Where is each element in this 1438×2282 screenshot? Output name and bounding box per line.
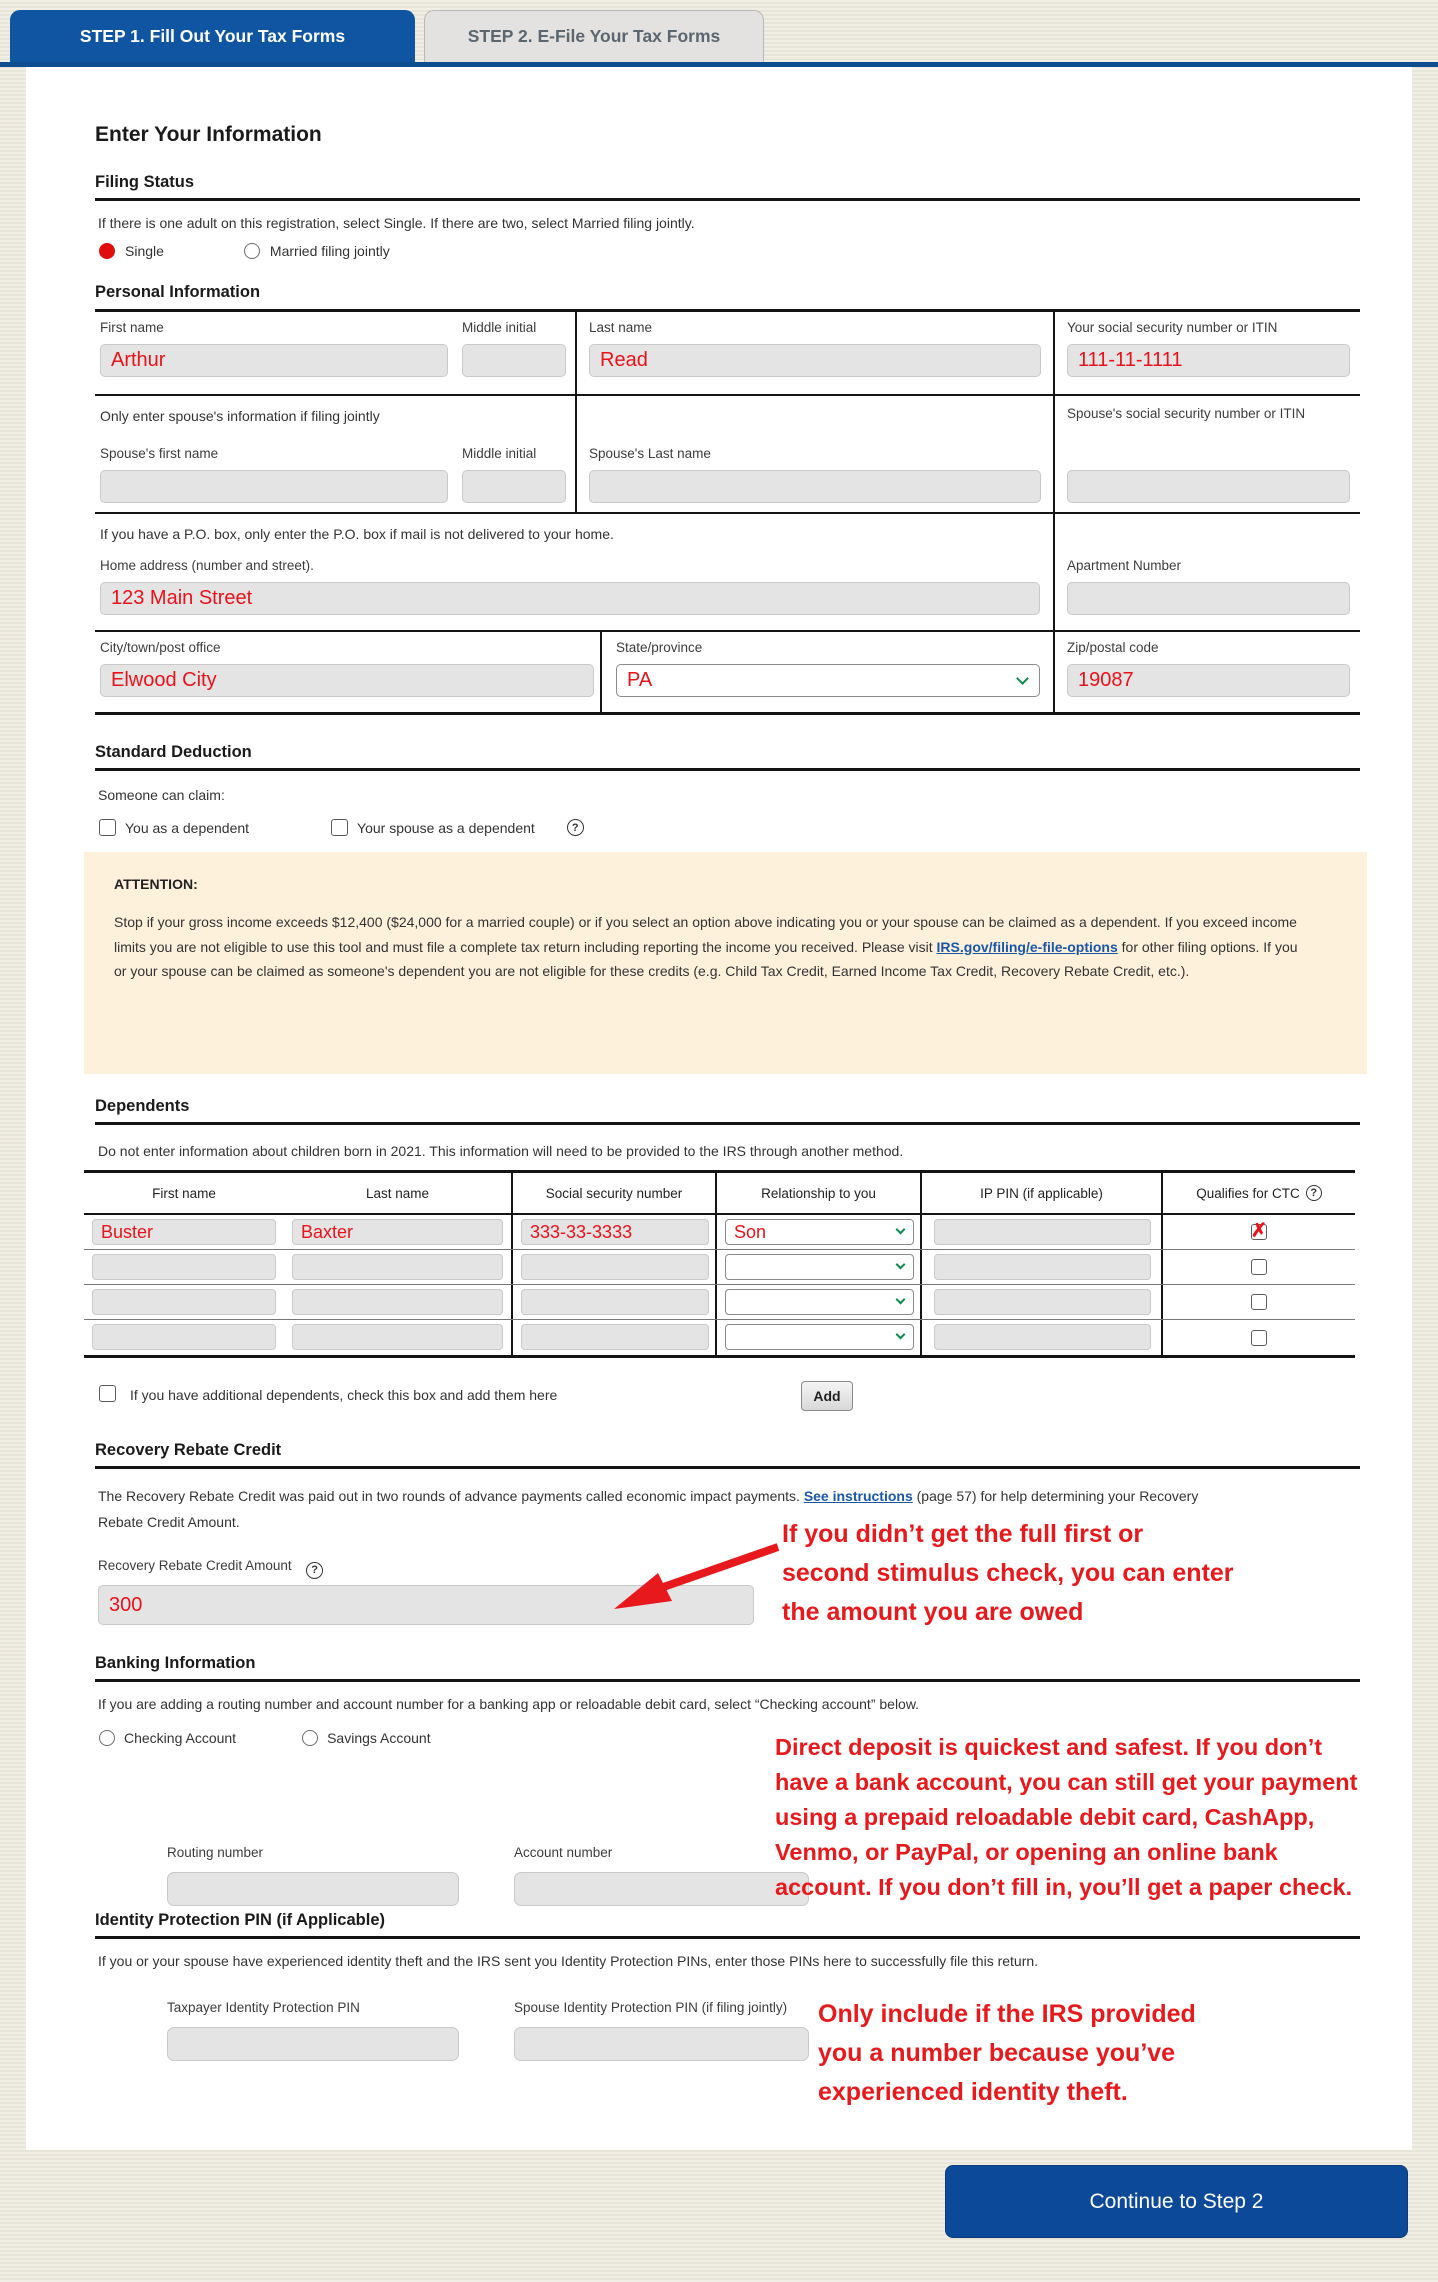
banking-instruction: If you are adding a routing number and account number for a banking app or reloadable debit card, select “Checking account” below.: [98, 1696, 920, 1712]
additional-dependents-row: [95, 1385, 1360, 1421]
spouse-middle-initial-input[interactable]: [462, 470, 566, 503]
ssn-input[interactable]: 111-11-1111: [1067, 344, 1350, 377]
home-address-input[interactable]: 123 Main Street: [100, 582, 1040, 615]
middle-initial-label: Middle initial: [462, 320, 537, 335]
dependents-heading: Dependents: [95, 1097, 190, 1115]
step-tabs: [10, 10, 764, 62]
dep2-relationship-select[interactable]: [725, 1254, 914, 1280]
filing-status-rule: [95, 198, 1360, 201]
rrc-desc-before: The Recovery Rebate Credit was paid out in two rounds of advance payments called economic impact payments.: [98, 1488, 804, 1504]
dep2-first-input[interactable]: [92, 1254, 276, 1280]
col-relationship: Relationship to you: [715, 1173, 920, 1213]
deduction-checkbox-row: [99, 819, 1364, 836]
radio-married-label: Married filing jointly: [269, 243, 390, 259]
attention-text-after: for other filing options. If you or your spouse can be claimed as someone's dependent you are not eligible for these credits (e.g. Child Tax Credit, Earned Income Tax Credit, Recovery Rebate Credit, etc.).: [114, 938, 1298, 979]
rrc-annotation: If you didn’t get the full first or second stimulus check, you can enter the amount you are owed: [782, 1520, 1234, 1626]
dep3-ctc-checkbox[interactable]: [1251, 1294, 1267, 1310]
chevron-down-icon: [896, 1330, 906, 1340]
see-instructions-link[interactable]: See instructions: [803, 1488, 913, 1504]
city-input[interactable]: Elwood City: [100, 664, 594, 697]
dependents-header-row: [84, 1173, 1355, 1215]
dep2-ctc-checkbox[interactable]: [1251, 1259, 1267, 1275]
ipp-instruction: If you or your spouse have experienced identity theft and the IRS sent you Identity Protection PINs, enter those PINs here to successfully file this return.: [98, 1953, 1039, 1969]
spouse-first-name-input[interactable]: [100, 470, 448, 503]
radio-single[interactable]: [99, 243, 115, 259]
radio-checking[interactable]: [99, 1730, 115, 1746]
dep2-last-input[interactable]: [292, 1254, 503, 1280]
taxpayer-ipp-input[interactable]: [167, 2027, 459, 2061]
spouse-ssn-input[interactable]: [1067, 470, 1350, 503]
rrc-help-icon[interactable]: ?: [306, 1562, 323, 1579]
zip-label: Zip/postal code: [1067, 640, 1159, 655]
middle-initial-input[interactable]: [462, 344, 566, 377]
chevron-down-icon: [896, 1225, 906, 1235]
last-name-input[interactable]: Read: [589, 344, 1041, 377]
ipp-rule: [95, 1936, 1360, 1939]
col-ctc: Qualifies for CTC ?: [1161, 1173, 1355, 1213]
dependents-table: [84, 1170, 1355, 1358]
rrc-desc-after: (page 57) for help determining your Recovery Rebate Credit Amount.: [98, 1488, 1199, 1530]
spouse-ssn-label: Spouse's social security number or ITIN: [1067, 406, 1306, 421]
dep2-ippin-input[interactable]: [934, 1254, 1151, 1280]
ssn-label: Your social security number or ITIN: [1067, 320, 1278, 335]
radio-checking-label: Checking Account: [124, 1730, 237, 1746]
state-select-value: PA: [627, 669, 653, 691]
dep3-last-input[interactable]: [292, 1289, 503, 1315]
dependents-rule: [95, 1122, 1360, 1125]
personal-row-spouse: [95, 394, 1360, 512]
home-address-label: Home address (number and street).: [100, 558, 314, 573]
dependent-row-3: [84, 1285, 1355, 1320]
spouse-first-name-label: Spouse's first name: [100, 446, 219, 461]
chevron-down-icon: [1016, 672, 1029, 685]
checkbox-you-dependent[interactable]: [99, 819, 116, 836]
additional-dependents-checkbox[interactable]: [99, 1385, 116, 1402]
attention-box: [84, 852, 1367, 1074]
state-select[interactable]: [616, 664, 1040, 697]
tab-step2[interactable]: STEP 2. E-File Your Tax Forms: [424, 10, 764, 62]
help-icon[interactable]: ?: [567, 819, 584, 836]
taxpayer-ipp-label: Taxpayer Identity Protection PIN: [167, 2000, 360, 2015]
routing-number-label: Routing number: [167, 1845, 264, 1860]
first-name-label: First name: [100, 320, 164, 335]
continue-to-step2-button[interactable]: Continue to Step 2: [945, 2165, 1408, 2238]
dep4-last-input[interactable]: [292, 1324, 503, 1350]
standard-deduction-heading: Standard Deduction: [95, 743, 252, 761]
dependent-row-1: [84, 1215, 1355, 1250]
zip-input[interactable]: 19087: [1067, 664, 1350, 697]
dep3-relationship-select[interactable]: [725, 1289, 914, 1315]
dep3-ssn-input[interactable]: [521, 1289, 709, 1315]
spouse-ipp-label: Spouse Identity Protection PIN (if filing jointly): [514, 2000, 788, 2015]
rrc-amount-input[interactable]: 300: [98, 1585, 754, 1625]
dep1-relationship-select[interactable]: Son: [725, 1219, 914, 1245]
filing-status-instruction: If there is one adult on this registration, select Single. If there are two, select Married filing jointly.: [98, 215, 695, 231]
dep3-first-input[interactable]: [92, 1289, 276, 1315]
attention-title: ATTENTION:: [114, 876, 198, 892]
apartment-input[interactable]: [1067, 582, 1350, 615]
last-name-label: Last name: [589, 320, 653, 335]
tab-separator-line: [0, 62, 1438, 67]
po-box-note: If you have a P.O. box, only enter the P.O. box if mail is not delivered to your home.: [100, 526, 614, 542]
dep4-ippin-input[interactable]: [934, 1324, 1151, 1350]
radio-savings[interactable]: [302, 1730, 318, 1746]
city-label: City/town/post office: [100, 640, 221, 655]
col-first-name: First name: [152, 1185, 216, 1201]
someone-can-claim-label: Someone can claim:: [98, 787, 225, 803]
chevron-down-icon: [896, 1260, 906, 1270]
dep1-ctc-check-mark: ✗: [1251, 1220, 1267, 1242]
dependents-note: Do not enter information about children born in 2021. This information will need to be provided to the IRS through another method.: [98, 1143, 904, 1159]
dep1-ippin-input[interactable]: [934, 1219, 1151, 1245]
account-number-input[interactable]: [514, 1872, 809, 1906]
rrc-rule: [95, 1466, 1360, 1469]
banking-rule: [95, 1679, 1360, 1682]
routing-number-input[interactable]: [167, 1872, 459, 1906]
spouse-last-name-label: Spouse's Last name: [589, 446, 711, 461]
filing-status-heading: Filing Status: [95, 173, 194, 191]
dep1-ssn-input[interactable]: 333-33-3333: [521, 1219, 709, 1245]
dep4-ctc-checkbox[interactable]: [1251, 1330, 1267, 1346]
dep4-relationship-select[interactable]: [725, 1324, 914, 1350]
spouse-note: Only enter spouse's information if filing jointly: [100, 408, 380, 424]
efile-options-link[interactable]: IRS.gov/filing/e-file-options: [936, 938, 1118, 955]
dep1-last-input[interactable]: Baxter: [292, 1219, 503, 1245]
filing-status-options: [99, 243, 1364, 259]
dep1-first-input[interactable]: Buster: [92, 1219, 276, 1245]
dep4-first-input[interactable]: [92, 1324, 276, 1350]
checkbox-you-dependent-label: You as a dependent: [125, 819, 250, 836]
col-ip-pin: IP PIN (if applicable): [920, 1173, 1161, 1213]
ipp-annotation: Only include if the IRS provided you a number because you’ve experienced identity theft.: [818, 2000, 1196, 2106]
rrc-heading: Recovery Rebate Credit: [95, 1441, 282, 1459]
dep3-ippin-input[interactable]: [934, 1289, 1151, 1315]
red-arrow-icon: [606, 1535, 786, 1619]
banking-heading: Banking Information: [95, 1654, 256, 1672]
spouse-last-name-input[interactable]: [589, 470, 1041, 503]
form-panel: [26, 67, 1412, 2150]
page-title: Enter Your Information: [95, 123, 322, 146]
col-last-name: Last name: [365, 1185, 430, 1201]
account-number-label: Account number: [514, 1845, 613, 1860]
state-label: State/province: [616, 640, 703, 655]
dependent-row-4: [84, 1320, 1355, 1355]
personal-row-self: [95, 312, 1360, 394]
checkbox-spouse-dependent[interactable]: [331, 819, 348, 836]
tab-step1[interactable]: STEP 1. Fill Out Your Tax Forms: [10, 10, 415, 62]
dep2-ssn-input[interactable]: [521, 1254, 709, 1280]
personal-info-table: [95, 309, 1360, 715]
rrc-amount-label: Recovery Rebate Credit Amount: [98, 1558, 292, 1573]
ipp-heading: Identity Protection PIN (if Applicable): [95, 1911, 385, 1929]
checkbox-spouse-dependent-label: Your spouse as a dependent: [357, 819, 535, 836]
ctc-help-icon[interactable]: ?: [1306, 1185, 1322, 1201]
personal-row-address: [95, 512, 1360, 630]
personal-info-heading: Personal Information: [95, 283, 261, 301]
add-dependent-button[interactable]: Add: [801, 1381, 853, 1411]
first-name-input[interactable]: Arthur: [100, 344, 448, 377]
radio-married[interactable]: [244, 243, 260, 259]
radio-single-label: Single: [125, 243, 164, 259]
chevron-down-icon: [896, 1295, 906, 1305]
attention-text-before: Stop if your gross income exceeds $12,400 ($24,000 for a married couple) or if you select an option above indicating you or your spouse can be claimed as a dependent. If you exceed income limits you are not eligible to use this tool and must file a complete tax return including reporting the income you received. Please visit: [114, 914, 1297, 955]
apartment-label: Apartment Number: [1067, 558, 1182, 573]
additional-dependents-label: If you have additional dependents, check this box and add them here: [130, 1387, 558, 1403]
standard-deduction-rule: [95, 768, 1360, 771]
col-ssn: Social security number: [511, 1173, 715, 1213]
banking-annotation: Direct deposit is quickest and safest. If you don’t have a bank account, you can still get your payment using a prepaid reloadable debit card, CashApp, Venmo, or PayPal, or opening an online bank account. If you don’t fill in, you’ll get a paper check.: [775, 1734, 1358, 1900]
dep4-ssn-input[interactable]: [521, 1324, 709, 1350]
radio-savings-label: Savings Account: [327, 1730, 431, 1746]
attention-body: [114, 910, 1299, 984]
dependent-row-2: [84, 1250, 1355, 1285]
spouse-middle-initial-label: Middle initial: [462, 446, 537, 461]
spouse-ipp-input[interactable]: [514, 2027, 809, 2061]
personal-row-city: [95, 630, 1360, 712]
